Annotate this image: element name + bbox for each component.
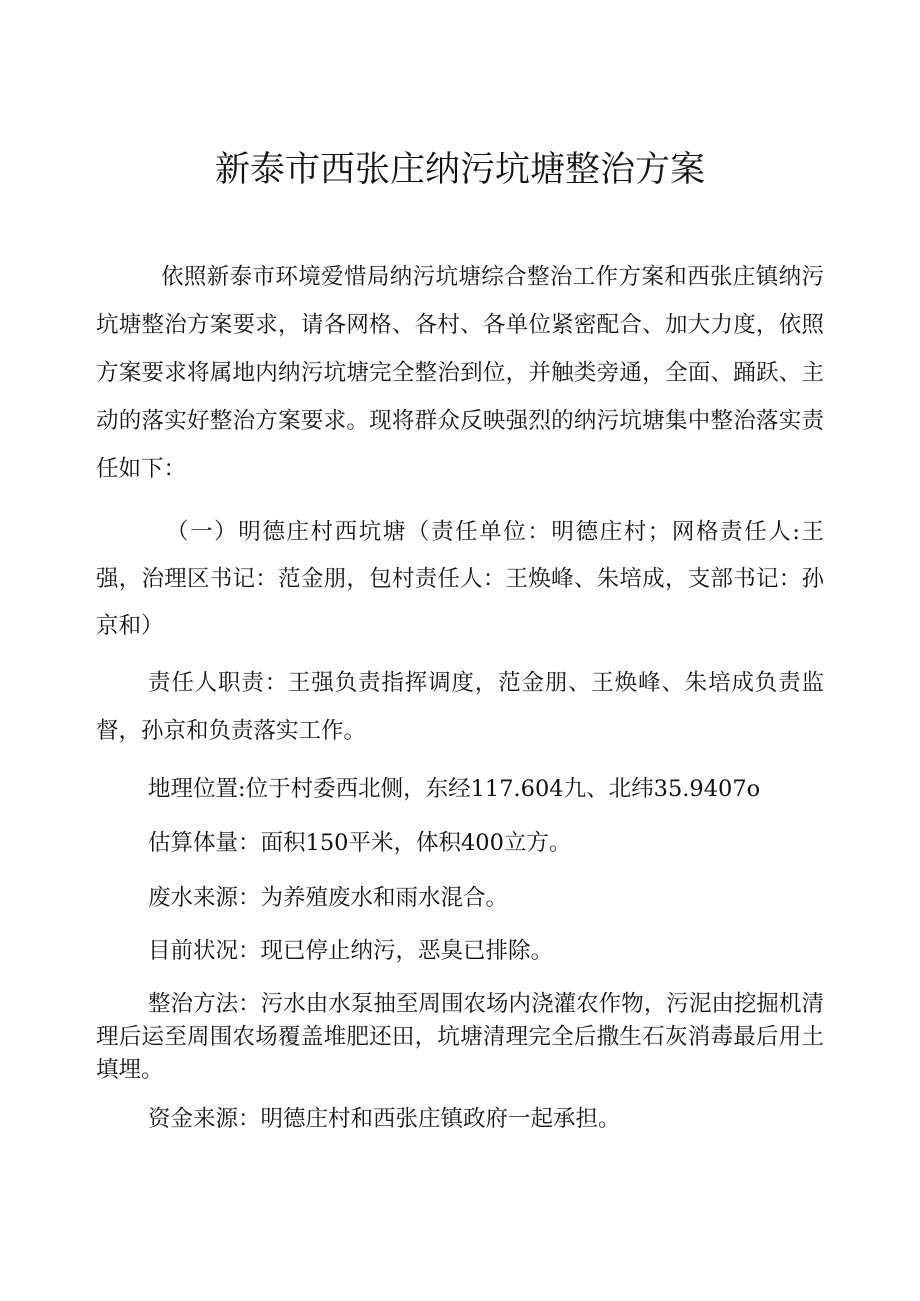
paragraph-status: 目前状况：现已停止纳污，恶臭已排除。 — [148, 938, 554, 964]
paragraph-section-1: （一）明德庄村西坑塘（责任单位：明德庄村；网格责任人:王强，治理区书记：范金朋，包村责任人：王焕峰、朱培成，支部书记：孙京和） — [96, 519, 824, 639]
page-title: 新泰市西张庄纳污坑塘整治方案 — [214, 150, 705, 190]
paragraph-intro: 依照新泰市环境爱惜局纳污坑塘综合整治工作方案和西张庄镇纳污坑塘整治方案要求，请各网格、各村、各单位紧密配合、加大力度，依照方案要求将属地内纳污坑塘完全整治到位，并触类旁通，全面、踊跃、主动的落实好整治方案要求。现将群众反映强烈的纳污坑塘集中整治落实责任如下： — [96, 264, 824, 482]
paragraph-method: 整治方法：污水由水泵抽至周围农场内浇灌农作物，污泥由挖掘机清理后运至周围农场覆盖堆肥还田，坑塘清理完全后撒生石灰消毒最后用土填埋。 — [96, 991, 824, 1083]
paragraph-location: 地理位置:位于村委西北侧，东经117.604九、北纬35.9407o — [148, 776, 761, 802]
paragraph-volume: 估算体量：面积150平米，体积400立方。 — [148, 830, 572, 856]
paragraph-funding: 资金来源：明德庄村和西张庄镇政府一起承担。 — [148, 1106, 621, 1132]
paragraph-duties: 责任人职责：王强负责指挥调度，范金朋、王焕峰、朱培成负责监督，孙京和负责落实工作。 — [96, 670, 824, 744]
paragraph-source: 废水来源：为养殖废水和雨水混合。 — [148, 885, 509, 911]
